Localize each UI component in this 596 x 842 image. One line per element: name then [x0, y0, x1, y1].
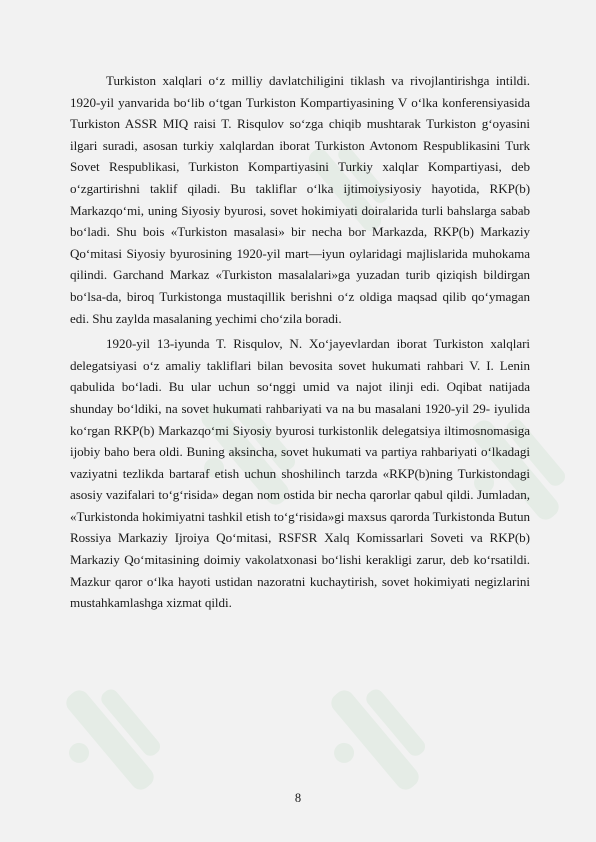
paragraph-2: 1920-yil 13-iyunda T. Risqulov, N. Xo‘jayevlardan iborat Turkiston xalqlari delegatsiyasi o‘z amaliy takliflari bilan bevosita sovet hukumati rahbari V. I. Lenin qabulida bo‘ladi. Bu ular uchun so‘nggi umid va najot ilinji edi. Oqibat natijada shunday bo‘ldiki, na sovet hukumati rahbariyati va na bu masalani 1920-yil 29- iyulida ko‘rgan RKP(b) Markazqo‘mi Siyosiy byurosi turkistonlik delegatsiya iltimosnomasiga ijobiy baho bera oldi. Buning aksincha, sovet hukumati va partiya rahbariyati o‘lkadagi vaziyatni tezlikda bartaraf etish uchun shoshilinch tarzda «RKP(b)ning Turkistondagi asosiy vazifalari to‘g‘risida» degan nom ostida bir necha qarorlar qabul qildi. Jumladan, «Turkistonda hokimiyatni tashkil etish to‘g‘risida»gi maxsus qarorda Turkistonda Butun Rossiya Markaziy Ijroiya Qo‘mitasi, RSFSR Xalq Komissarlari Soveti va RKP(b) Markaziy Qo‘mitasining doimiy vakolatxonasi bo‘lishi kerakligi zarur, deb ko‘rsatildi. Mazkur qaror o‘lka hayoti ustidan nazoratni kuchaytirish, sovet hokimiyati negizlarini mustahkamlashga xizmat qildi. — [70, 336, 530, 611]
page-number: 8 — [294, 791, 302, 805]
paragraph-1: Turkiston xalqlari o‘z milliy davlatchiligini tiklash va rivojlantirishga intildi. 1920-yil yanvarida bo‘lib o‘tgan Turkiston Kompartiyasining V o‘lka konferensiyasida Turkiston ASSR MIQ raisi T. Risqulov so‘zga chiqib mushtarak Turkiston g‘oyasini ilgari suradi, asosan turkiy xalqlardan iborat Turkiston Avtonom Respublikasini Turk Sovet Respublikasi, Turkiston Kompartiyasini Turkiy xalqlar Kompartiyasi, deb o‘zgartirishni taklif qiladi. Bu takliflar o‘lka ijtimoiysiyosiy hayotida, RKP(b) Markazqo‘mi, uning Siyosiy byurosi, sovet hokimiyati doiralarida turli bahslarga sabab bo‘ladi. Shu bois «Turkiston masalasi» bir necha bor Markazda, RKP(b) Markaziy Qo‘mitasi Siyosiy byurosining 1920-yil mart—iyun oylaridagi majlislarida muhokama qilindi. Garchand Markaz «Turkiston masalalari»ga yuzadan turib qiziqish bildirgan bo‘lsa-da, biroq Turkistonga mustaqillik berishni o‘z oldiga maqsad qilib qo‘ymagan edi. Shu zaylda masalaning yechimi cho‘zila boradi. — [70, 73, 530, 326]
document-body — [70, 70, 530, 614]
